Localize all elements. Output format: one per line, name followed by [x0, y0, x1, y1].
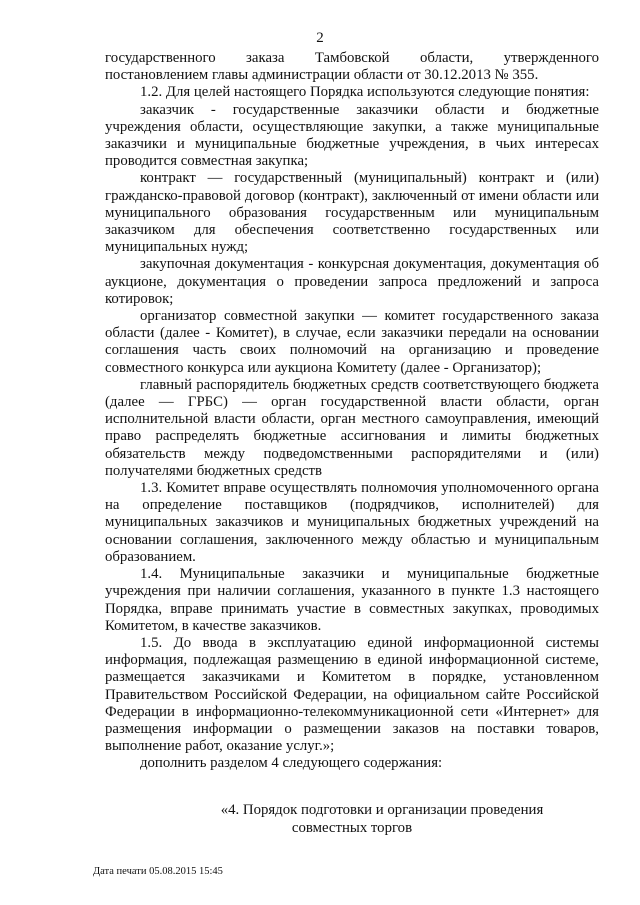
- paragraph-definition-grbs: главный распорядитель бюджетных средств соответствующего бюджета (далее — ГРБС) — орган государственной власти области, орган исполнительной власти области, орган местного самоуправления, имеющий право распределять бюджетные ассигнования и лимиты бюджетных обязательств между подведомственными распорядителями и (или) получателями бюджетных средств: [105, 376, 599, 479]
- document-body: [105, 50, 599, 773]
- section-heading: [105, 802, 599, 837]
- paragraph-definition-contract: контракт — государственный (муниципальный) контракт и (или) гражданско-правовой договор (контракт), заключенный от имени области или муниципального образования государственным или муниципальным заказчиком для обеспечения соответственно государственных или муниципальных нужд;: [105, 170, 599, 256]
- section-heading-line-2: совместных торгов: [291, 819, 413, 836]
- paragraph-continuation: государственного заказа Тамбовской области, утвержденного постановлением главы администрации области от 30.12.2013 № 355.: [105, 50, 599, 84]
- paragraph-1-3: 1.3. Комитет вправе осуществлять полномочия уполномоченного органа на определение поставщиков (подрядчиков, исполнителей) для муниципальных заказчиков и муниципальных бюджетных учреждений на основании соглашения, заключенного между областью и муниципальным образованием.: [105, 480, 599, 565]
- paragraph-1-4: 1.4. Муниципальные заказчики и муниципальные бюджетные учреждения при наличии соглашения, указанного в пункте 1.3 настоящего Порядка, вправе принимать участие в совместных закупках, проводимых Комитетом, в качестве заказчиков.: [105, 566, 599, 634]
- paragraph-definition-organizer: организатор совместной закупки — комитет государственного заказа области (далее - Комитет), в случае, если заказчики передали на основании соглашения часть своих полномочий на организацию и проведение совместного конкурса или аукциона Комитету (далее - Организатор);: [105, 308, 599, 376]
- print-date: Дата печати 05.08.2015 15:45: [93, 866, 223, 877]
- paragraph-add-section: дополнить разделом 4 следующего содержания:: [140, 755, 443, 772]
- paragraph-1-2: 1.2. Для целей настоящего Порядка используются следующие понятия:: [140, 84, 590, 101]
- page-number: 2: [316, 30, 324, 46]
- paragraph-definition-procurement-docs: закупочная документация - конкурсная документация, документация об аукционе, документация о проведении запроса предложений и запроса котировок;: [105, 256, 599, 307]
- paragraph-1-5: 1.5. До ввода в эксплуатацию единой информационной системы информация, подлежащая размещению в единой информационной системе, размещается заказчиками и Комитетом в порядке, установленном Правительством Российской Федерации, на официальном сайте Российской Федерации в информационно-телекоммуникационной сети «Интернет» для размещения информации о размещении заказов на поставки товаров, выполнение работ, оказание услуг.»;: [105, 634, 599, 755]
- section-heading-line-1: «4. Порядок подготовки и организации проведения: [220, 802, 544, 818]
- paragraph-definition-customer: заказчик - государственные заказчики области и бюджетные учреждения области, осуществляющие закупки, а также муниципальные заказчики и муниципальные бюджетные учреждения, в чьих интересах проводится совместная закупка;: [105, 101, 599, 170]
